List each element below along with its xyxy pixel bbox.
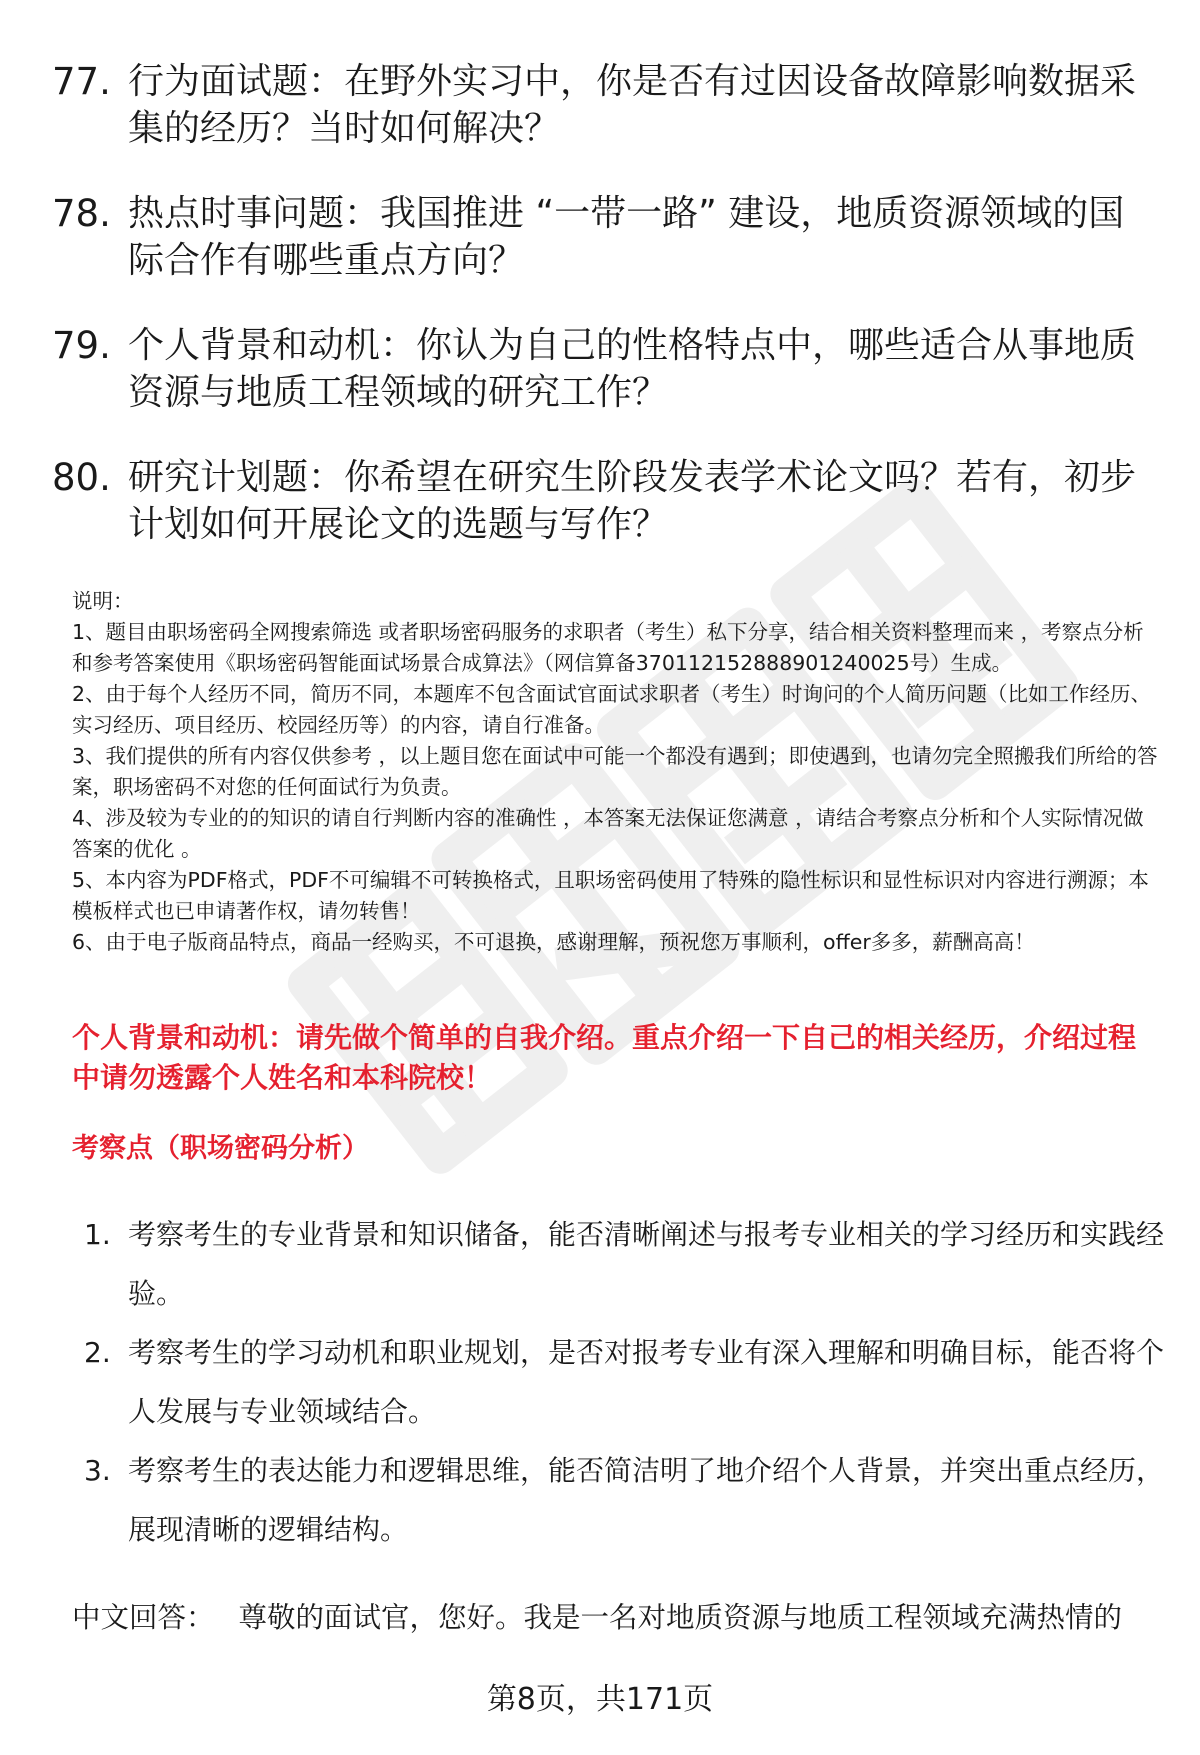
analysis-number: 2. xyxy=(84,1336,111,1369)
notes-title: 说明： xyxy=(72,589,134,613)
question-item xyxy=(52,454,1152,548)
analysis-text: 考察考生的学习动机和职业规划，是否对报考专业有深入理解和明确目标，能否将个人发展与专业领域结合。 xyxy=(128,1336,1165,1428)
note-item: 3、我们提供的所有内容仅供参考 ，以上题目您在面试中可能一个都没有遇到；即使遇到，也请勿完全照搬我们所给的答案，职场密码不对您的任何面试行为负责。 xyxy=(72,744,1158,799)
note-item: 2、由于每个人经历不同，简历不同，本题库不包含面试官面试求职者（考生）时询问的个人简历问题（比如工作经历、实习经历、项目经历、校园经历等）的内容，请自行准备。 xyxy=(72,682,1152,737)
note-item: 5、本内容为PDF格式，PDF不可编辑不可转换格式，且职场密码使用了特殊的隐性标识和显性标识对内容进行溯源；本模板样式也已申请著作权，请勿转售！ xyxy=(72,868,1149,923)
question-number: 79. xyxy=(52,324,111,367)
section-heading: 个人背景和动机：请先做个简单的自我介绍。重点介绍一下自己的相关经历，介绍过程中请勿透露个人姓名和本科院校！ xyxy=(72,1021,1137,1094)
question-item xyxy=(52,190,1152,284)
question-text: 个人背景和动机：你认为自己的性格特点中，哪些适合从事地质资源与地质工程领域的研究工作？ xyxy=(128,325,1137,413)
analysis-item xyxy=(84,1441,1164,1559)
question-text: 行为面试题：在野外实习中，你是否有过因设备故障影响数据采集的经历？当时如何解决？ xyxy=(128,61,1137,149)
answer-text: 尊敬的面试官，您好。我是一名对地质资源与地质工程领域充满热情的 xyxy=(238,1601,1123,1634)
question-number: 77. xyxy=(52,60,111,103)
answer-label: 中文回答： xyxy=(72,1601,215,1634)
analysis-text: 考察考生的专业背景和知识储备，能否清晰阐述与报考专业相关的学习经历和实践经验。 xyxy=(128,1218,1165,1310)
analysis-list xyxy=(84,1205,1164,1559)
question-number: 78. xyxy=(52,192,111,235)
note-item: 4、涉及较为专业的的知识的请自行判断内容的准确性 ，本答案无法保证您满意 ，请结合考察点分析和个人实际情况做答案的优化 。 xyxy=(72,806,1144,861)
analysis-text: 考察考生的表达能力和逻辑思维，能否简洁明了地介绍个人背景，并突出重点经历，展现清晰的逻辑结构。 xyxy=(128,1454,1165,1546)
question-number: 80. xyxy=(52,456,111,499)
analysis-item xyxy=(84,1323,1164,1441)
analysis-number: 1. xyxy=(84,1218,111,1251)
answer-paragraph xyxy=(72,1598,1172,1638)
disclaimer-notes xyxy=(72,586,1162,958)
question-list xyxy=(52,58,1152,586)
question-item xyxy=(52,58,1152,152)
question-item xyxy=(52,322,1152,416)
question-text: 热点时事问题：我国推进 “一带一路” 建设，地质资源领域的国际合作有哪些重点方向？ xyxy=(128,193,1125,281)
analysis-item xyxy=(84,1205,1164,1323)
note-item: 1、题目由职场密码全网搜索筛选 或者职场密码服务的求职者（考生）私下分享，结合相关资料整理而来 ，考察点分析和参考答案使用《职场密码智能面试场景合成算法》（网信算备370112152888901240025号）生成。 xyxy=(72,620,1144,675)
analysis-number: 3. xyxy=(84,1454,111,1487)
analysis-subheading: 考察点（职场密码分析） xyxy=(72,1133,369,1164)
page-footer: 第8页，共171页 xyxy=(486,1682,714,1717)
note-item: 6、由于电子版商品特点，商品一经购买，不可退换，感谢理解，预祝您万事顺利，offer多多，薪酬高高！ xyxy=(72,930,1035,954)
question-text: 研究计划题：你希望在研究生阶段发表学术论文吗？若有，初步计划如何开展论文的选题与写作？ xyxy=(128,457,1137,545)
